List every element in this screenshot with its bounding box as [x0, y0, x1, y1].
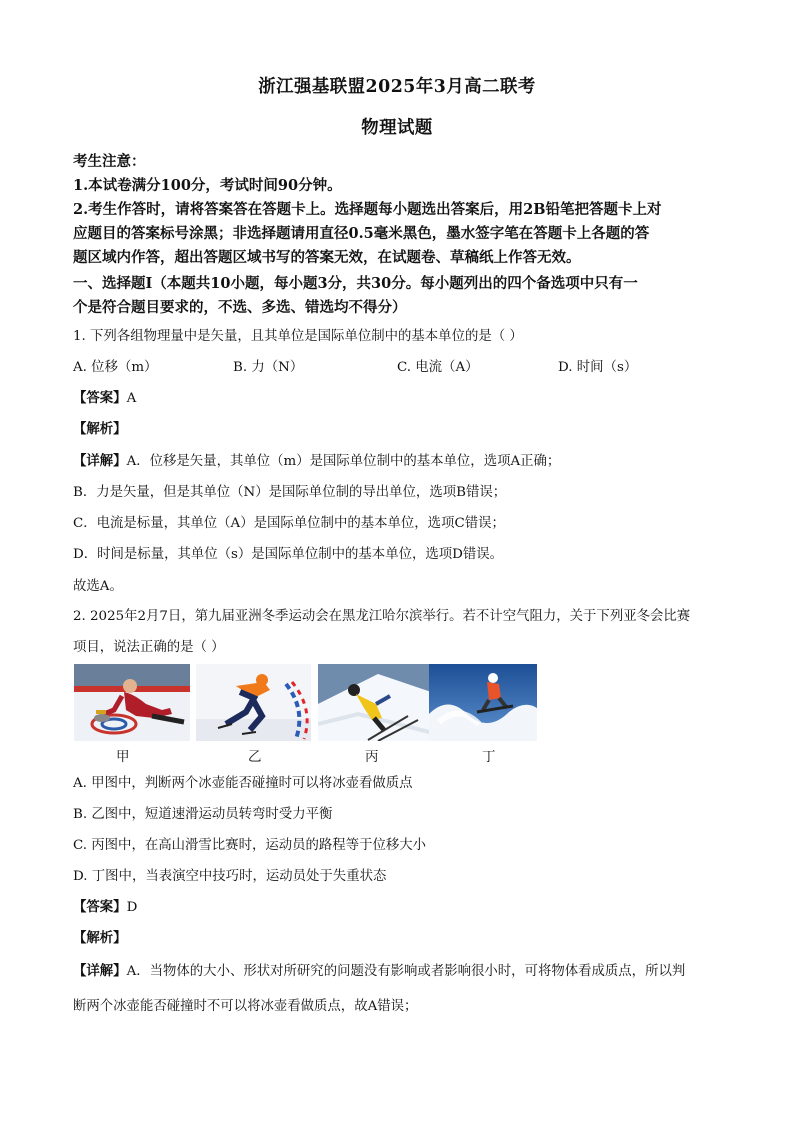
q2-detail-line-1: [73, 960, 685, 979]
photo-alpine-skiing: [318, 664, 437, 741]
section-1-line-1: 一、选择题Ⅰ（本题共10小题，每小题3分，共30分。每小题列出的四个备选项中只有一: [73, 275, 638, 292]
q1-detail-a: [73, 450, 560, 469]
q1-option-d: D. 时间（s）: [558, 360, 638, 375]
q1-option-a: A. 位移（m）: [73, 360, 158, 375]
q2-answer: [73, 896, 137, 915]
caption-bing: 丙: [365, 749, 379, 765]
caption-jia: 甲: [116, 749, 130, 765]
notice-item-2-line-3: 题区域内作答，超出答题区域书写的答案无效，在试题卷、草稿纸上作答无效。: [73, 249, 581, 266]
q1-detail-a-text: A．位移是矢量，其单位（m）是国际单位制中的基本单位，选项A正确；: [126, 454, 561, 469]
q2-option-a: A. 甲图中，判断两个冰壶能否碰撞时可以将冰壶看做质点: [73, 776, 413, 791]
exam-title: 浙江强基联盟2025年3月高二联考: [258, 77, 536, 97]
q2-answer-tag: 【答案】: [73, 899, 127, 915]
notice-item-2-line-1: 2.考生作答时，请将答案答在答题卡上。选择题每小题选出答案后，用2B铅笔把答题卡上对: [73, 201, 662, 218]
q1-conclusion: 故选A。: [73, 579, 123, 594]
caption-ding: 丁: [482, 749, 496, 765]
q1-option-c: C. 电流（A）: [397, 360, 479, 375]
q2-answer-value: D: [126, 900, 138, 915]
section-1-line-2: 个是符合题目要求的，不选、多选、错选均不得分）: [73, 299, 407, 316]
q1-detail-tag: 【详解】: [73, 453, 127, 469]
q2-detail-line-1-text: A．当物体的大小、形状对所研究的问题没有影响或者影响很小时，可将物体看成质点，所以判: [126, 964, 686, 979]
q2-analysis-tag: 【解析】: [73, 930, 127, 946]
q2-option-b: B. 乙图中，短道速滑运动员转弯时受力平衡: [73, 807, 333, 822]
q1-detail-b: B．力是矢量，但是其单位（N）是国际单位制的导出单位，选项B错误；: [73, 485, 507, 500]
q2-option-d: D. 丁图中，当表演空中技巧时，运动员处于失重状态: [73, 869, 387, 884]
q1-answer: [73, 387, 136, 406]
photo-curling: [74, 664, 190, 741]
q2-stem-line-2: 项目，说法正确的是（ ）: [73, 640, 225, 655]
q2-stem-line-1: 2. 2025年2月7日，第九届亚洲冬季运动会在黑龙江哈尔滨举行。若不计空气阻力，关于下列亚冬会比赛: [73, 609, 691, 624]
q1-stem: 1. 下列各组物理量中是矢量，且其单位是国际单位制中的基本单位的是（ ）: [73, 329, 523, 344]
caption-yi: 乙: [248, 749, 262, 765]
photo-speed-skating: [196, 664, 311, 741]
notice-item-1: 1.本试卷满分100分，考试时间90分钟。: [73, 177, 342, 194]
q1-answer-value: A: [126, 391, 137, 406]
q1-detail-c: C．电流是标量，其单位（A）是国际单位制中的基本单位，选项C错误；: [73, 516, 505, 531]
q1-analysis-tag: 【解析】: [73, 421, 127, 437]
q2-detail-line-2: 断两个冰壶能否碰撞时不可以将冰壶看做质点，故A错误；: [73, 999, 418, 1014]
q2-option-c: C. 丙图中，在高山滑雪比赛时，运动员的路程等于位移大小: [73, 838, 427, 853]
notice-heading: 考生注意：: [73, 153, 146, 170]
q1-answer-tag: 【答案】: [73, 390, 127, 406]
q2-detail-tag: 【详解】: [73, 963, 127, 979]
photo-aerial-skiing: [429, 664, 537, 741]
q1-option-b: B. 力（N）: [233, 360, 304, 375]
exam-subtitle: 物理试题: [361, 118, 433, 138]
q1-detail-d: D．时间是标量，其单位（s）是国际单位制中的基本单位，选项D错误。: [73, 547, 504, 562]
notice-item-2-line-2: 应题目的答案标号涂黑；非选择题请用直径0.5毫米黑色，墨水签字笔在答题卡上各题的答: [73, 225, 650, 242]
